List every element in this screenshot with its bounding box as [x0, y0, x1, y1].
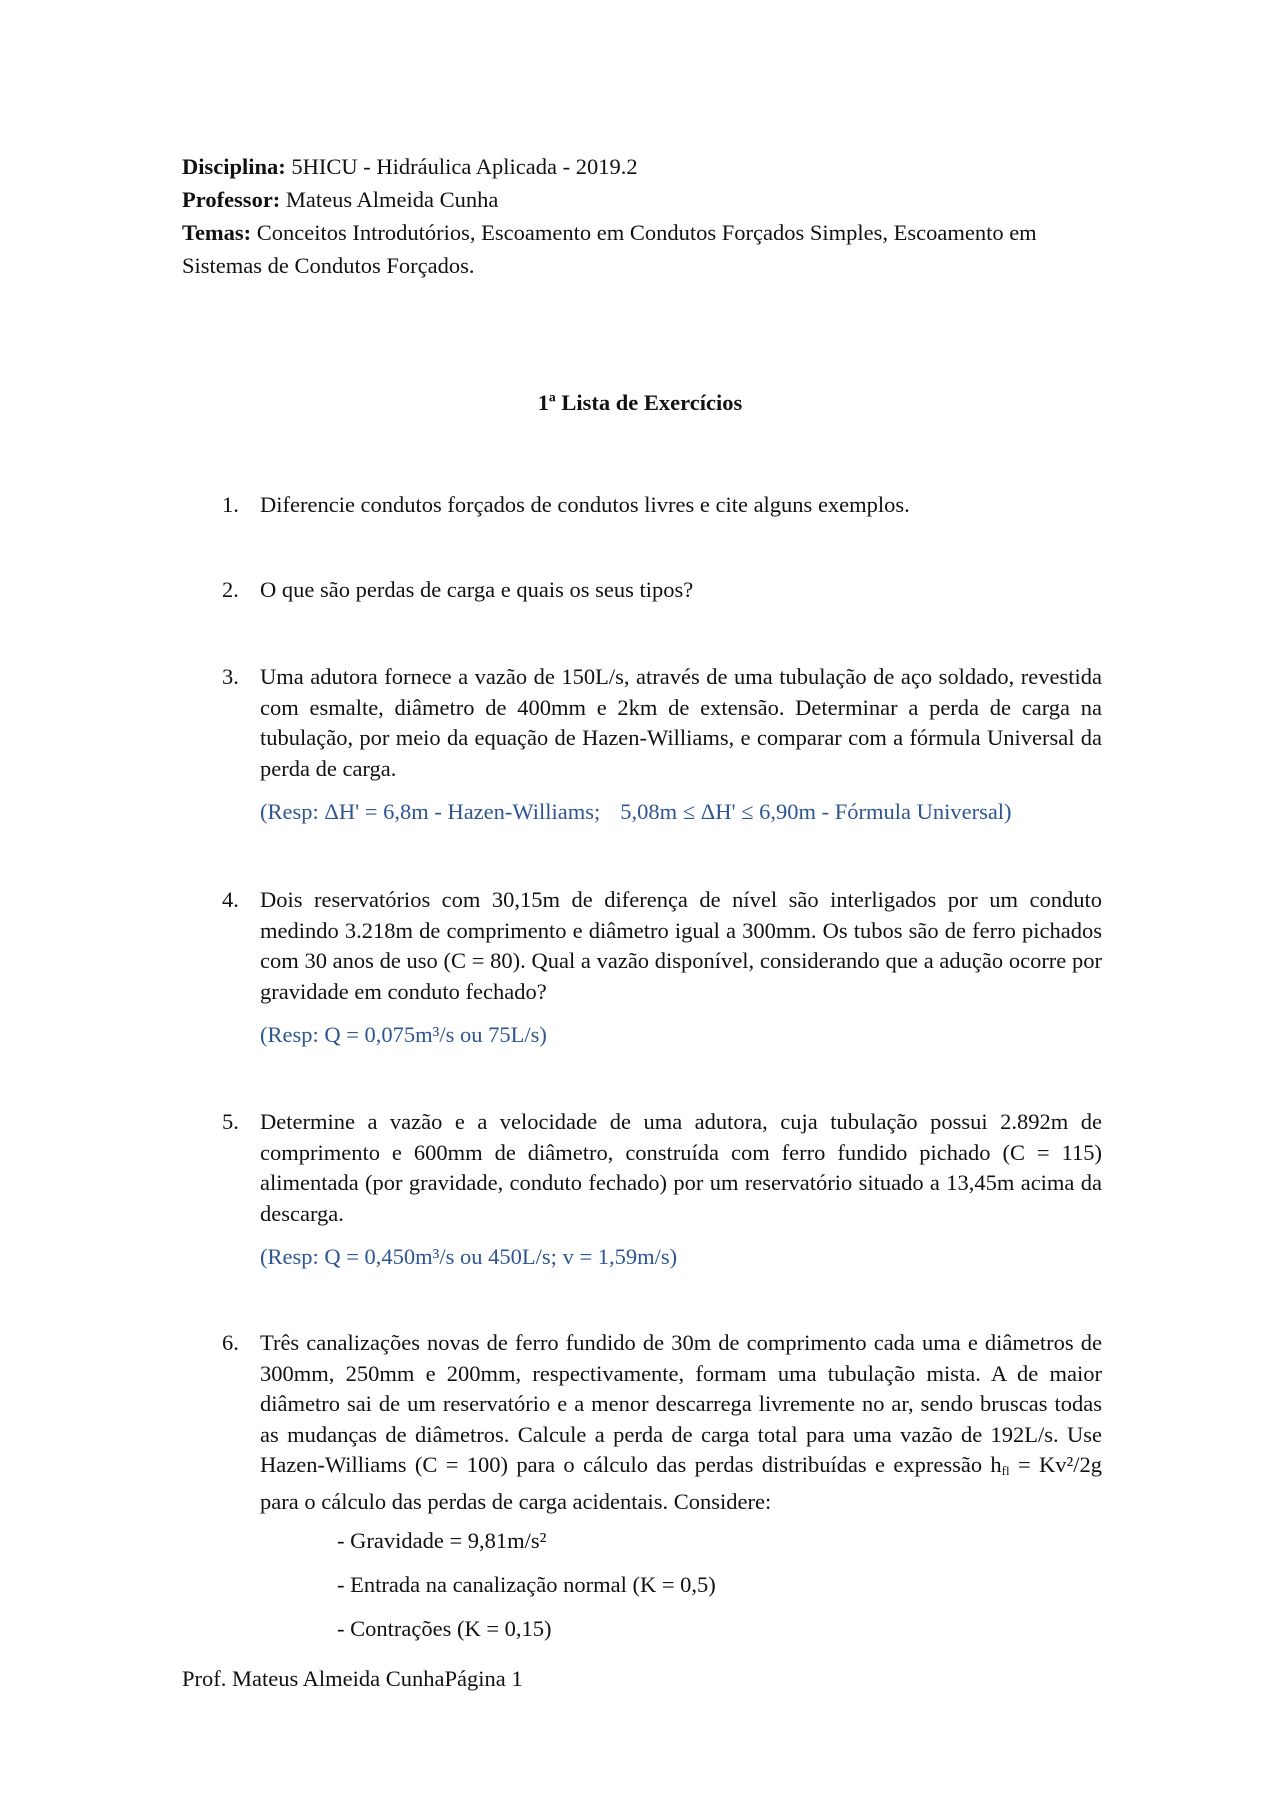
question-text: Determine a vazão e a velocidade de uma adutora, cuja tubulação possui 2.892m de comprimento e 600mm de diâmetro, construída com ferro fundido pichado (C = 115) alimentada (por gravidade, conduto fechado) por um reservatório situado a 13,45m acima da descarga.	[260, 1109, 1102, 1226]
question-5	[222, 1107, 1102, 1273]
professor-label: Professor:	[182, 187, 281, 212]
considerations-list	[337, 1526, 716, 1658]
consideration-gravity: - Gravidade = 9,81m/s²	[337, 1528, 547, 1553]
question-4	[222, 885, 1102, 1051]
disciplina-line	[182, 150, 1112, 183]
question-text: Uma adutora fornece a vazão de 150L/s, através de uma tubulação de aço soldado, revestida com esmalte, diâmetro de 400mm e 2km de extensão. Determinar a perda de carga na tubulação, por meio da equação de Hazen-Williams, e comparar com a fórmula Universal da perda de carga.	[260, 664, 1102, 781]
temas-label: Temas:	[182, 220, 252, 245]
answer-text	[260, 797, 1102, 828]
question-number: 6.	[222, 1330, 239, 1355]
question-text-part: = Kv²/2g para o cálculo das perdas de carga acidentais. Considere:	[260, 1452, 1102, 1514]
consideration-entrance: - Entrada na canalização normal (K = 0,5)	[337, 1572, 716, 1597]
answer-text: (Resp: Q = 0,450m³/s ou 450L/s; v = 1,59m/s)	[260, 1244, 678, 1269]
subscript-fl: fl	[1001, 1463, 1010, 1478]
page-title: 1ª Lista de Exercícios	[537, 390, 743, 415]
question-number: 3.	[222, 664, 239, 689]
question-1	[222, 490, 1102, 521]
answer-hazen-williams: (Resp: ΔH' = 6,8m - Hazen-Williams;	[260, 799, 601, 824]
question-text	[260, 1328, 1102, 1517]
question-text-part: Três canalizações novas de ferro fundido de 30m de comprimento cada uma e diâmetros de 300mm, 250mm e 200mm, respectivamente, formam uma tubulação mista. A de maior diâmetro sai de um reservatório e a menor descarrega livremente no ar, sendo bruscas todas as mudanças de diâmetros. Calcule a perda de carga total para uma vazão de 192L/s. Use Hazen-Williams (C = 100) para o cálculo das perdas distribuídas e expressão h	[260, 1330, 1102, 1477]
question-6	[222, 1328, 1102, 1517]
question-number: 4.	[222, 887, 239, 912]
answer-text: (Resp: Q = 0,075m³/s ou 75L/s)	[260, 1022, 547, 1047]
question-text: O que são perdas de carga e quais os seus tipos?	[260, 577, 694, 602]
temas-value: Conceitos Introdutórios, Escoamento em Condutos Forçados Simples, Escoamento em Sistemas de Condutos Forçados.	[182, 220, 1037, 278]
professor-value: Mateus Almeida Cunha	[280, 187, 499, 212]
consideration-contractions: - Contrações (K = 0,15)	[337, 1616, 552, 1641]
disciplina-label: Disciplina:	[182, 154, 286, 179]
temas-line	[182, 216, 1112, 282]
page-footer: Prof. Mateus Almeida CunhaPágina 1	[182, 1666, 523, 1691]
disciplina-value: 5HICU - Hidráulica Aplicada - 2019.2	[285, 154, 638, 179]
professor-line	[182, 183, 1112, 216]
document-header	[182, 150, 1112, 282]
question-number: 5.	[222, 1109, 239, 1134]
question-3	[222, 662, 1102, 828]
answer-formula-universal: 5,08m ≤ ΔH' ≤ 6,90m - Fórmula Universal)	[620, 799, 1012, 824]
question-number: 2.	[222, 577, 239, 602]
question-2	[222, 575, 1102, 606]
question-text: Dois reservatórios com 30,15m de diferença de nível são interligados por um conduto medindo 3.218m de comprimento e diâmetro igual a 300mm. Os tubos são de ferro pichados com 30 anos de uso (C = 80). Qual a vazão disponível, considerando que a adução ocorre por gravidade em conduto fechado?	[260, 887, 1102, 1004]
question-number: 1.	[222, 492, 239, 517]
question-text: Diferencie condutos forçados de condutos livres e cite alguns exemplos.	[260, 492, 910, 517]
